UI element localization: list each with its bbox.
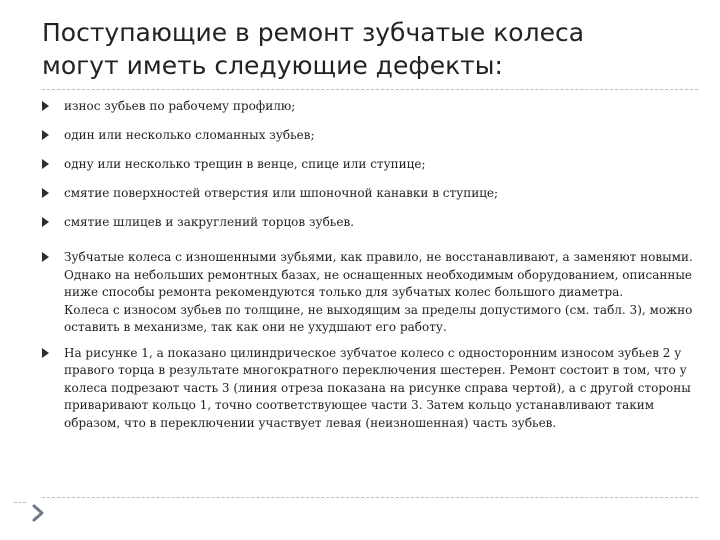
list-item [40,345,700,433]
slide-title [42,16,702,82]
list-item [40,185,700,214]
list-item-text: На рисунке 1, а показано цилиндрическое зубчатое колесо с односторонним износом зубьев 2 у правого торца в результате многократного переключения шестерен. Ремонт состоит в том, что у колеса подрезают часть 3 (линия отреза показана на рисунке справа чертой), а с другой стороны приваривают кольцо 1, точно соответствующее части 3. Затем кольцо устанавливают таким образом, что в переключении участвует левая (неизношенная) часть зубьев. [64,345,691,430]
footer-divider [42,497,698,498]
title-divider [42,89,698,90]
list-item-text: одну или несколько трещин в венце, спице или ступице; [64,157,426,171]
triangle-right-icon [42,159,49,169]
list-item-text: смятие поверхностей отверстия или шпоночной канавки в ступице; [64,186,499,200]
title-line-2: могут иметь следующие дефекты: [42,51,503,80]
list-item-text: износ зубьев по рабочему профилю; [64,99,296,113]
triangle-right-icon [42,217,49,227]
list-item [40,214,700,243]
list-item [40,98,700,127]
list-item-text: смятие шлицев и закруглений торцов зубьев. [64,215,355,229]
triangle-right-icon [42,101,49,111]
list-item [40,127,700,156]
footer-divider-left [14,502,26,503]
triangle-right-icon [42,188,49,198]
nav-arrow-icon[interactable] [30,504,46,522]
defects-list [40,98,700,432]
list-item-text: один или несколько сломанных зубьев; [64,128,315,142]
triangle-right-icon [42,348,49,358]
list-item-paragraph-1: Зубчатые колеса с изношенными зубьями, как правило, не восстанавливают, а заменяют новыми. Однако на небольших ремонтных базах, не оснащенных необходимым оборудованием, описанные ниже способы ремонта рекомендуются только для зубчатых колес большого диаметра. [64,250,693,299]
list-item [40,249,700,337]
list-item-paragraph-2: Колеса с износом зубьев по толщине, не выходящим за пределы допустимого (см. табл. 3), можно оставить в механизме, так как они не ухудшают его работу. [64,302,693,334]
title-line-1: Поступающие в ремонт зубчатые колеса [42,18,585,47]
triangle-right-icon [42,252,49,262]
list-item [40,156,700,185]
triangle-right-icon [42,130,49,140]
